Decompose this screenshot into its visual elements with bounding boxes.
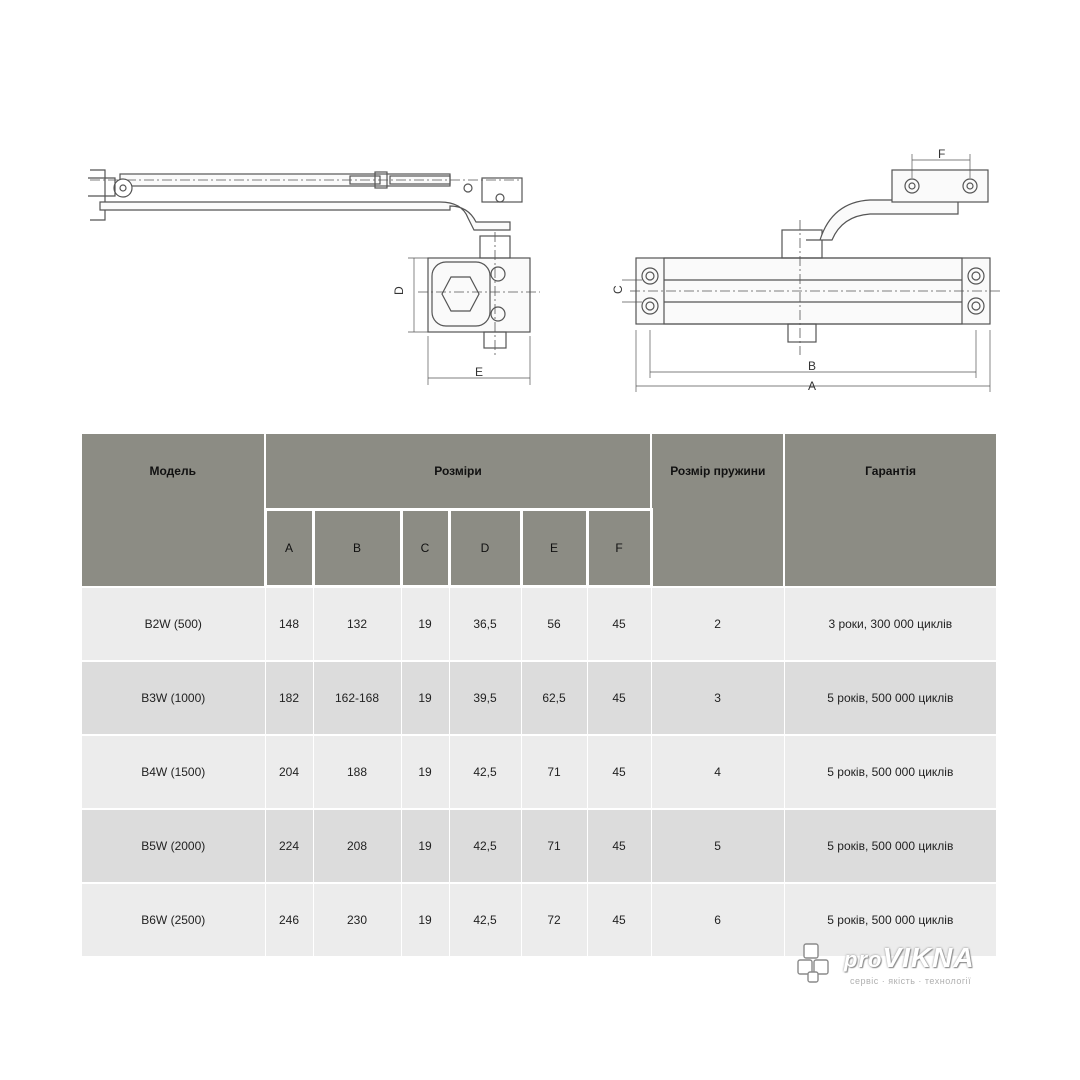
cell-warranty: 5 років, 500 000 циклів: [784, 883, 996, 956]
side-view: [88, 170, 540, 385]
subheader-e: E: [521, 510, 587, 587]
cell-f: 45: [587, 735, 651, 809]
cell-e: 71: [521, 809, 587, 883]
cell-model: B3W (1000): [82, 661, 265, 735]
cell-a: 148: [265, 587, 313, 662]
dim-label-f: F: [938, 147, 946, 161]
subheader-c: C: [401, 510, 449, 587]
dim-label-d: D: [392, 286, 406, 295]
provikna-logo-mark-icon: [796, 940, 840, 984]
table-row: [82, 735, 996, 809]
cell-model: B4W (1500): [82, 735, 265, 809]
subheader-f: F: [587, 510, 651, 587]
cell-f: 45: [587, 809, 651, 883]
cell-b: 162-168: [313, 661, 401, 735]
header-model: Модель: [82, 434, 265, 587]
cell-spring: 6: [651, 883, 784, 956]
top-view: [622, 154, 1000, 392]
cell-spring: 5: [651, 809, 784, 883]
spec-table: [82, 434, 996, 956]
logo-pro: pro: [844, 947, 883, 972]
cell-d: 42,5: [449, 809, 521, 883]
cell-model: B5W (2000): [82, 809, 265, 883]
door-closer-drawing: [70, 140, 1010, 410]
cell-warranty: 3 роки, 300 000 циклів: [784, 587, 996, 662]
subheader-d: D: [449, 510, 521, 587]
cell-e: 72: [521, 883, 587, 956]
dim-label-a: A: [808, 379, 817, 393]
header-warranty: Гарантія: [784, 434, 996, 587]
cell-f: 45: [587, 661, 651, 735]
cell-c: 19: [401, 809, 449, 883]
cell-e: 62,5: [521, 661, 587, 735]
dim-label-b: B: [808, 359, 817, 373]
cell-c: 19: [401, 735, 449, 809]
table-row: [82, 661, 996, 735]
cell-c: 19: [401, 661, 449, 735]
cell-e: 71: [521, 735, 587, 809]
table-row: [82, 809, 996, 883]
provikna-tagline: сервіс · якість · технології: [850, 976, 972, 986]
cell-b: 188: [313, 735, 401, 809]
cell-a: 204: [265, 735, 313, 809]
subheader-a: A: [265, 510, 313, 587]
header-dimensions: Розміри: [265, 434, 651, 510]
cell-warranty: 5 років, 500 000 циклів: [784, 735, 996, 809]
cell-f: 45: [587, 587, 651, 662]
provikna-logo: [796, 936, 1000, 992]
cell-a: 224: [265, 809, 313, 883]
cell-spring: 2: [651, 587, 784, 662]
cell-a: 246: [265, 883, 313, 956]
cell-d: 39,5: [449, 661, 521, 735]
table-row: [82, 587, 996, 662]
cell-f: 45: [587, 883, 651, 956]
cell-model: B6W (2500): [82, 883, 265, 956]
provikna-logo-text: [844, 942, 975, 974]
dim-label-e: E: [475, 365, 484, 379]
cell-c: 19: [401, 883, 449, 956]
cell-warranty: 5 років, 500 000 циклів: [784, 661, 996, 735]
header-spring: Розмір пружини: [651, 434, 784, 587]
cell-d: 36,5: [449, 587, 521, 662]
cell-model: B2W (500): [82, 587, 265, 662]
subheader-b: B: [313, 510, 401, 587]
cell-b: 132: [313, 587, 401, 662]
cell-d: 42,5: [449, 883, 521, 956]
cell-b: 230: [313, 883, 401, 956]
logo-vikna: VIKNA: [882, 942, 975, 973]
dim-label-c: C: [611, 285, 625, 294]
cell-a: 182: [265, 661, 313, 735]
cell-warranty: 5 років, 500 000 циклів: [784, 809, 996, 883]
cell-d: 42,5: [449, 735, 521, 809]
cell-spring: 4: [651, 735, 784, 809]
cell-c: 19: [401, 587, 449, 662]
cell-b: 208: [313, 809, 401, 883]
cell-e: 56: [521, 587, 587, 662]
cell-spring: 3: [651, 661, 784, 735]
